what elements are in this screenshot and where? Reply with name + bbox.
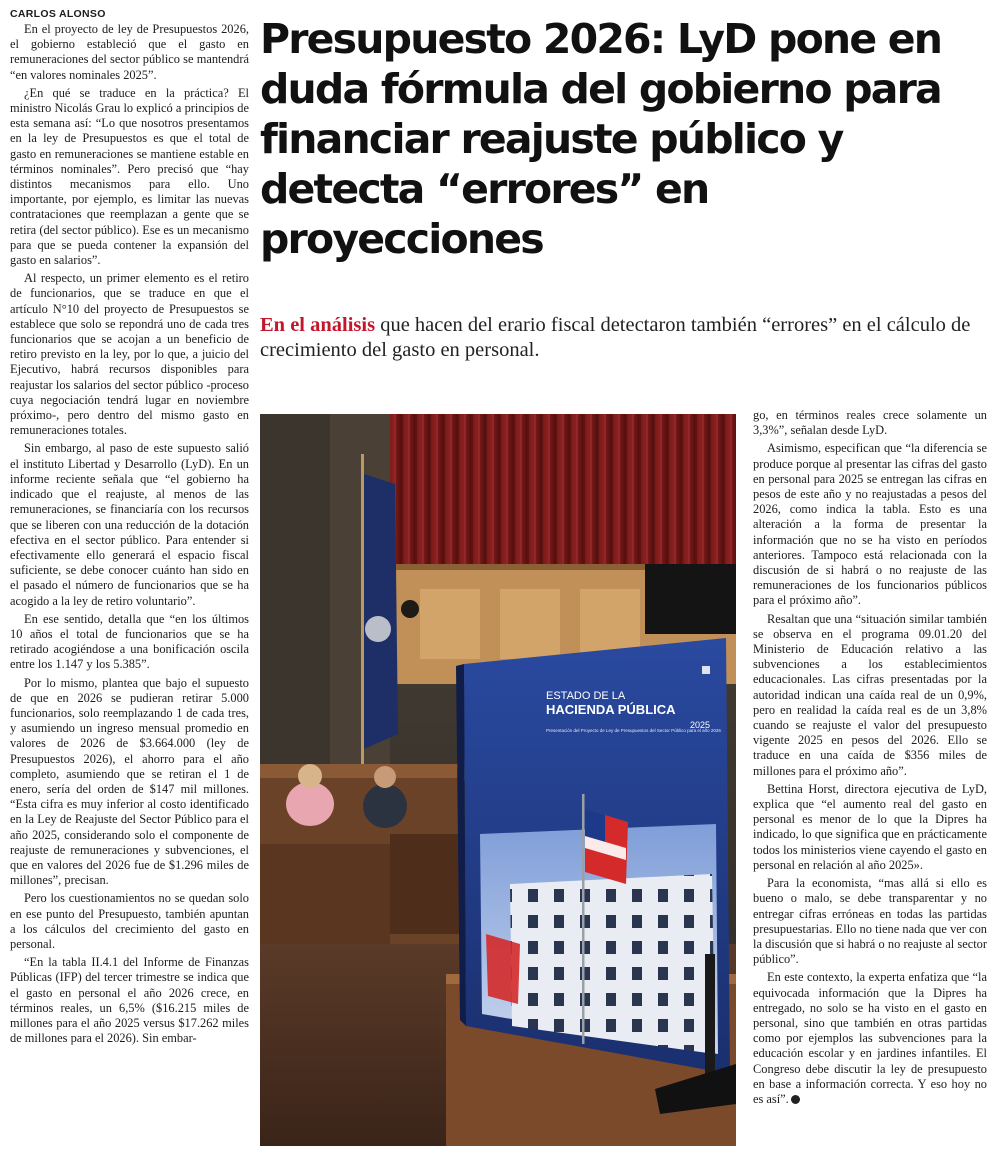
paragraph: ¿En qué se traduce en la práctica? El ministro Nicolás Grau lo explicó a principios de esta semana así: “Lo que nosotros presentamos en la ley de Presupuestos es que el total de gasto en remuneraciones se mantiene estable en términos nominales”. Pero precisó que “hay distintos mecanismos para ello. Uno importante, por ejemplo, es limitar las nuevas contrataciones que reemplazan a gente que se retira (del sector público). Ese es un mecanismo para que se pueda contener la expansión del gasto en salarios”.: [10, 85, 249, 268]
paragraph: “En la tabla II.4.1 del Informe de Finanzas Públicas (IFP) del tercer trimestre se indica que el gasto en personal el año 2026 crece, en términos reales, un 6,5% ($16.215 miles de millones para el año 2025 versus $17.262 miles de millones para el 2026). Sin embar-: [10, 955, 249, 1046]
paragraph: Al respecto, un primer elemento es el retiro de funcionarios, que se traduce en que el artículo N°10 del proyecto de Presupuestos se establece que solo se repondrá uno de cada tres funcionarios que se acojan a un beneficio de retiro previsto en la ley, por lo que, a juicio del Ejecutivo, habrá recursos disponibles para reajustar los salarios del sector público -proceso cuya negociación tendrá lugar en noviembre próximo-, pero dentro del mismo gasto en remuneraciones totales.: [10, 271, 249, 438]
paragraph: Por lo mismo, plantea que bajo el supuesto de que en 2026 se pudieran retirar 5.000 funcionarios, solo reemplazando 1 de cada tres, y asumiendo un ingreso mensual promedio en valores de 2026 de $3.664.000 (ley de Presupuestos 2026), el ahorro para el año completo, asumiendo que se retiran el 1 de enero, sería del orden de $147 mil millones. “Esta cifra es muy inferior al costo identificado en la Ley de Reajuste del Sector Público para el año 2025, considerando solo el componente de reajuste de remuneraciones y subvenciones, el que en valores del 2026 fue de $1.296 miles de millones”, precisan.: [10, 675, 249, 888]
report-year: 2025: [690, 720, 711, 730]
paragraph: Para la economista, “mas allá si ello es bueno o malo, se debe transparentar y no entregar cifras erróneas en todas las partidas presupuestarias. Ello no tiene nada que ver con la discusión que si habrá o no reajuste al sector público”.: [753, 876, 987, 967]
report-title-line1: ESTADO DE LA: [546, 690, 626, 702]
lede-accent: En el análisis: [260, 314, 376, 336]
paragraph: Pero los cuestionamientos no se quedan solo en ese punto del Presupuesto, también apuntan a los cálculos del crecimiento del gasto en personal.: [10, 891, 249, 951]
report-subtitle: Presentación del Proyecto de Ley de Presupuestos del Sector Público para el año 2026: [546, 728, 721, 733]
photo-illustration: [260, 414, 736, 1146]
paragraph: En ese sentido, detalla que “en los últimos 10 años el total de funcionarios que se ha retirado acogiéndose a una bonificación oscila entre los 1.147 y los 5.385”.: [10, 611, 249, 672]
byline: CARLOS ALONSO: [10, 8, 106, 20]
left-column: [10, 8, 249, 1049]
headline: Presupuesto 2026: LyD pone en duda fórmula del gobierno para financiar reajuste público y detecta “errores” en proyecciones: [260, 15, 942, 263]
paragraph: Bettina Horst, directora ejecutiva de LyD, explica que “el aumento real del gasto en personal es menor de lo que la Dipres ha indicado, lo que significa que en prácticamente todos los ministerios viene cayendo el gasto en personal en relación al año 2025».: [753, 781, 987, 872]
paragraph: Resaltan que una “situación similar también se observa en el programa 09.01.20 del Ministerio de Educación relativo a las subvenciones a los establecimientos educacionales. Las cifras presentadas por la autoridad indican una caída real de un 0,9%, pero en realidad la caída real es de un 3,8% cuando se reajuste el valor del presupuesto vigente 2025 en pesos del 2026. Ello se traduce en una caída de $356 miles de millones para el próximo año”.: [753, 611, 987, 778]
paragraph: Asimismo, especifican que “la diferencia se produce porque al presentar las cifras del gasto en personal para 2025 se entregan las cifras en pesos de este año y no reajustadas a pesos del 2026, como indica la tabla. Esto es una alteración a la forma de presentar la información que no se ha visto en períodos anteriores. Tampoco está relacionada con la discusión de si habrá o no reajuste de las remuneraciones de los funcionarios públicos para el próximo año”.: [753, 441, 987, 608]
article-photo: [260, 414, 736, 1146]
end-of-article-icon: [791, 1095, 800, 1104]
report-book: [456, 638, 730, 1074]
paragraph: go, en términos reales crece solamente un 3,3%”, señalan desde LyD.: [753, 408, 987, 438]
paragraph-text: En este contexto, la experta enfatiza que “la equivocada información que la Dipres ha entregado, no solo se ha visto en el gasto en personal, sino que también en otras partidas como por ejemplos las subvenciones para la educación escolar y en jardines infantiles. El Congreso debe discutir la ley de presupuesto en base a información correcta. Y eso hoy no es así”.: [753, 970, 987, 1106]
lede: [260, 313, 980, 363]
lede-text: que hacen del erario fiscal detectaron también “errores” en el cálculo de crecimiento del gasto en personal.: [260, 314, 971, 361]
right-column: [753, 408, 987, 1110]
paragraph: [753, 970, 987, 1107]
report-title-line2: HACIENDA PÚBLICA: [546, 702, 676, 717]
paragraph: Sin embargo, al paso de este supuesto salió el instituto Libertad y Desarrollo (LyD). En un informe reciente señala que “el gobierno ha indicado que el reajuste, al menos de las remuneraciones, se financiaría con los recursos que se liberen con una reducción de la dotación efectiva en el sector público. Para entender si efectivamente ello generará el espacio fiscal suficiente, se debe conocer cuánto han sido en el pasado el número de funcionarios que se ha acogido a la ley de retiro voluntario”.: [10, 441, 249, 608]
paragraph: En el proyecto de ley de Presupuestos 2026, el gobierno estableció que el gasto en remuneraciones del sector público se mantendrá “en valores nominales 2025”.: [10, 22, 249, 82]
